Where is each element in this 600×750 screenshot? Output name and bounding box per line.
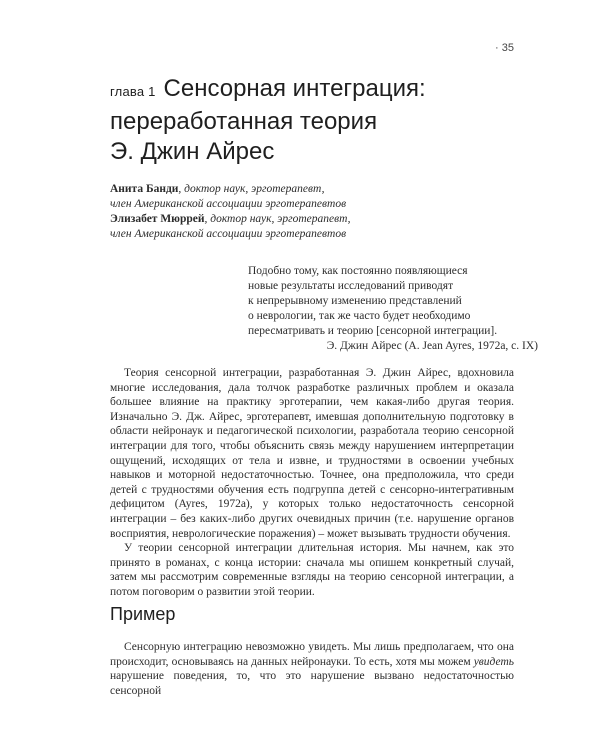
body-text	[110, 366, 514, 600]
section-heading: Пример	[110, 604, 176, 624]
author-affiliation: член Американской ассоциации эрготерапевтов	[110, 228, 347, 240]
epigraph-line: пересматривать и теорию [сенсорной интеграции].	[248, 325, 498, 337]
author-role: , доктор наук, эрготерапевт,	[178, 183, 325, 195]
author-affiliation: член Американской ассоциации эрготерапевтов	[110, 198, 347, 210]
chapter-title-line-2: переработанная теория	[110, 108, 378, 135]
paragraph: У теории сенсорной интеграции длительная история. Мы начнем, как это принято в романах, с конца истории: сначала мы опишем конкретный случай, затем мы рассмотрим современные взгляды на теорию сенсорной интеграции, а потом поговорим о развитии этой теории.	[110, 542, 514, 598]
epigraph-line: к непрерывному изменению представлений	[248, 295, 462, 307]
epigraph-line: о неврологии, так же часто будет необходимо	[248, 310, 471, 322]
epigraph-attribution: Э. Джин Айрес (A. Jean Ayres, 1972a, с. IX)	[326, 340, 538, 352]
authors-block	[110, 182, 470, 242]
page-number: · 35	[495, 42, 514, 54]
epigraph-line: новые результаты исследований приводят	[248, 280, 454, 292]
epigraph	[248, 264, 548, 354]
chapter-title-line-3: Э. Джин Айрес	[110, 138, 275, 165]
chapter-header	[110, 74, 550, 167]
chapter-title-part-1: Сенсорная интеграция:	[163, 75, 426, 102]
chapter-title-line-1	[110, 74, 550, 107]
author-role: , доктор наук, эрготерапевт,	[204, 213, 351, 225]
paragraph-part: Сенсорную интеграцию невозможно увидеть. Мы лишь предполагаем, что она происходит, основываясь на данных нейронауки. То есть, хотя мы можем	[110, 641, 514, 668]
paragraph: Теория сенсорной интеграции, разработанная Э. Джин Айрес, вдохновила многие исследования, дала толчок разработке различных проблем и оказала большее влияние на практику эрготерапии, чем какая-либо другая теория. Изначально Э. Дж. Айрес, эрготерапевт, имевшая дополнительную подготовку в области нейронаук и педагогической психологии, разработала теорию сенсорной интеграции для того, чтобы объяснить связь между нарушением интерпретации ощущений, исходящих от тела и извне, и трудностями в освоении учебных навыков и моторной недостаточностью. Точнее, она предположила, что среди детей с трудностями обучения есть подгруппа детей с сенсорно-интегративным дефицитом (Ayres, 1972a), у которых только недостаточность сенсорной интеграции – без каких-либо других очевидных причин (т.е. нарушение органов восприятия, неврологические поражения) – может вызывать трудности обучения.	[110, 367, 514, 540]
section-body-text	[110, 640, 514, 698]
author-name: Элизабет Мюррей	[110, 213, 205, 225]
emphasis-text: увидеть	[473, 655, 514, 668]
epigraph-line: Подобно тому, как постоянно появляющиеся	[248, 265, 468, 277]
author-2	[110, 212, 470, 227]
paragraph-part: нарушение поведения, то, что это нарушение вызвано недостаточностью сенсорной	[110, 670, 514, 697]
chapter-label: глава 1	[110, 84, 156, 99]
author-name: Анита Банди	[110, 183, 179, 195]
paragraph	[110, 640, 514, 698]
author-1	[110, 182, 470, 197]
